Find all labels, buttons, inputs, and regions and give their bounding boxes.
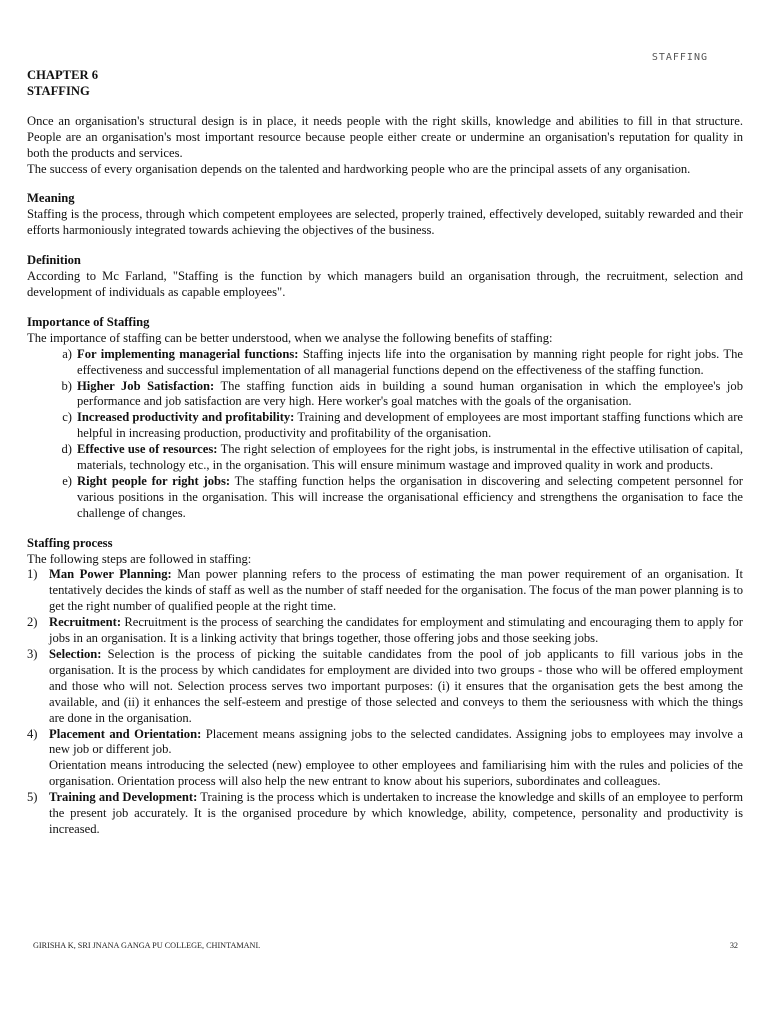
- item-title: Training and Development:: [49, 790, 198, 805]
- process-list: [27, 567, 743, 837]
- meaning-text: Staffing is the process, through which competent employees are selected, properly trained, effectively developed, suitably rewarded and their efforts harmoniously integrated towards achieving the objectives of the business.: [27, 207, 743, 238]
- chapter-number: CHAPTER 6: [27, 68, 99, 82]
- page-number: 32: [729, 941, 738, 950]
- list-marker: e): [62, 473, 72, 488]
- page-body: [27, 68, 743, 838]
- intro-paragraph-2: The success of every organisation depends on the talented and hardworking people who are the principal assets of any organisation.: [27, 161, 691, 176]
- definition-heading: Definition: [27, 253, 81, 268]
- list-marker: 2): [27, 615, 38, 630]
- list-marker: b): [61, 378, 72, 393]
- intro-paragraph-1: Once an organisation's structural design is in place, it needs people with the right skills, knowledge and abilities to fill in that structure. People are an organisation's most important resource because people either create or undermine an organisation's reputation for quality in both the products and services.: [27, 113, 743, 160]
- list-item: [27, 347, 743, 379]
- list-marker: 1): [27, 567, 38, 582]
- list-item: [27, 647, 743, 727]
- importance-intro: The importance of staffing can be better understood, when we analyse the following benefits of staffing:: [27, 330, 553, 345]
- page-footer: [33, 941, 738, 950]
- item-title: Placement and Orientation:: [49, 726, 202, 741]
- definition-text: According to Mc Farland, "Staffing is the function by which managers build an organisation through, the recruitment, selection and development of individuals as capable employees".: [27, 269, 743, 299]
- list-marker: 4): [27, 726, 38, 741]
- item-text: The staffing function aids in building a sound human organisation in which the employee's job performance and job satisfaction are very high. Here worker's goal matches with the goals of the organisation.: [77, 378, 744, 409]
- chapter-title: STAFFING: [27, 83, 90, 98]
- list-marker: d): [61, 442, 72, 457]
- list-item: [27, 474, 743, 522]
- item-extra-text: Orientation means introducing the selected (new) employee to other employees and familiarising him with the rules and policies of the organisation. Orientation process will also help the new entrant to know about his superiors, subordinates and colleagues.: [49, 758, 743, 789]
- item-title: Selection:: [49, 647, 102, 661]
- list-item: [27, 442, 743, 474]
- list-item: [27, 727, 743, 791]
- item-title: Higher Job Satisfaction:: [77, 378, 215, 393]
- list-item: [27, 790, 743, 838]
- list-marker: 5): [27, 790, 38, 805]
- item-text: Staffing injects life into the organisation by manning right people for right jobs. The effectiveness and successful implementation of all managerial functions depend on the effectiveness of the staffing function.: [77, 346, 743, 377]
- item-text: The right selection of employees for the right jobs, is instrumental in the effective utilisation of capital, materials, technology etc., in the organisation. This will ensure minimum wastage and improved quality in work and products.: [77, 442, 743, 473]
- importance-list: [27, 347, 743, 522]
- process-heading: Staffing process: [27, 535, 113, 550]
- item-text: Training and development of employees are most important staffing functions which are helpful in increasing production, productivity and profitability of the organisation.: [77, 410, 744, 441]
- meaning-heading: Meaning: [27, 191, 75, 206]
- item-title: Man Power Planning:: [49, 567, 172, 582]
- list-item: [27, 567, 743, 615]
- list-marker: c): [62, 410, 72, 425]
- item-text: Placement means assigning jobs to the selected candidates. Assigning jobs to employees may involve a new job or different job.: [49, 726, 743, 757]
- footer-author: GIRISHA K, SRI JNANA GANGA PU COLLEGE, CHINTAMANI.: [33, 941, 261, 950]
- list-item: [27, 379, 743, 411]
- importance-heading: Importance of Staffing: [27, 314, 150, 329]
- item-text: Selection is the process of picking the suitable candidates from the pool of job applicants to fill various jobs in the organisation. It is the process by which candidates for employment are divided into two groups - those who will be offered employment and those who will not. Selection process serves two important purposes: (i) it ensures that the organisation gets the best among the available, and (ii) it enhances the self-esteem and prestige of those selected and conveys to them the seriousness with which the things are done in the organisation.: [49, 647, 743, 725]
- list-item: [27, 410, 743, 442]
- item-title: Effective use of resources:: [77, 442, 218, 457]
- item-title: Recruitment:: [49, 615, 122, 630]
- list-marker: 3): [27, 647, 38, 661]
- item-text: Man power planning refers to the process of estimating the man power requirement of an organisation. It tentatively decides the kinds of staff as well as the number of staff needed for the organisation. The focus of the man power planning is to get the right number of qualified people at the right time.: [49, 567, 743, 614]
- list-item: [27, 615, 743, 647]
- item-title: Increased productivity and profitability:: [77, 410, 295, 425]
- item-text: Recruitment is the process of searching the candidates for employment and stimulating and encouraging them to apply for jobs in an organisation. It is a linking activity that brings together, those offering jobs and those seeking jobs.: [49, 615, 743, 646]
- running-head: STAFFING: [651, 52, 708, 63]
- list-marker: a): [62, 346, 72, 361]
- item-text: Training is the process which is undertaken to increase the knowledge and skills of an employee to perform the present job accurately. It is the organised procedure by which knowledge, ability, competence, personality and productivity is increased.: [49, 790, 743, 836]
- item-text: The staffing function helps the organisation in discovering and selecting competent personnel for various positions in the organisation. This will increase the organisational efficiency and strengthens the organisation to face the challenge of changes.: [77, 473, 743, 520]
- item-title: Right people for right jobs:: [77, 473, 231, 488]
- process-intro: The following steps are followed in staffing:: [27, 551, 252, 566]
- item-title: For implementing managerial functions:: [77, 346, 299, 361]
